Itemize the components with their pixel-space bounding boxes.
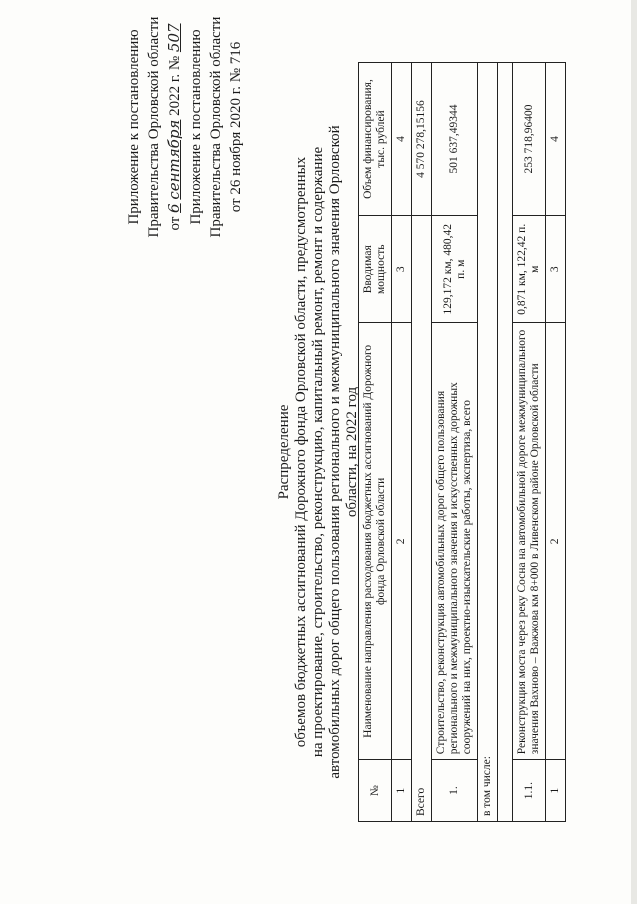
row11-power: 0,871 км, 122,42 п. м bbox=[513, 216, 546, 323]
scan-edge bbox=[631, 0, 637, 904]
appendix-old-line1: Приложение к постановлению bbox=[188, 29, 204, 225]
total-value: 4 570 278,15156 bbox=[412, 63, 432, 216]
index-cell: 2 bbox=[392, 323, 412, 760]
heading-line3: автомобильных дорог общего пользования регионального и межмуниципального значения Орловской bbox=[327, 125, 343, 779]
rotated-page bbox=[18, 12, 618, 882]
row1-fund: 501 637,49344 bbox=[432, 63, 478, 216]
section-gap bbox=[498, 63, 513, 822]
index-row bbox=[546, 63, 566, 822]
handwritten-day: 6 bbox=[165, 203, 183, 213]
row11-name: Реконструкция моста через реку Сосна на автомобильной дороге межмуниципального значения Вахново – Важжова км 8+000 в Ливенском районе Орловской области bbox=[513, 323, 546, 760]
index-cell: 1 bbox=[546, 760, 566, 822]
document-heading bbox=[276, 82, 361, 822]
index-cell: 3 bbox=[392, 216, 412, 323]
date-year: 2022 г. № bbox=[167, 55, 183, 116]
index-row bbox=[392, 63, 412, 822]
header-name: Наименование направления расходования бюджетных ассигнований Дорожного фонда Орловской области bbox=[359, 323, 392, 760]
appendix-new-line2: Правительства Орловской области bbox=[146, 16, 162, 238]
handwritten-number: 507 bbox=[165, 23, 183, 53]
index-cell: 4 bbox=[546, 63, 566, 216]
row11-num: 1.1. bbox=[513, 760, 546, 822]
index-cell: 4 bbox=[392, 63, 412, 216]
handwritten-month: сентября bbox=[165, 119, 183, 200]
header-row bbox=[359, 63, 392, 822]
row1-power: 129,172 км, 480,42 п. м bbox=[432, 216, 478, 323]
appendix-old-line2: Правительства Орловской области bbox=[208, 16, 224, 238]
heading-line2: на проектирование, строительство, реконструкцию, капитальный ремонт, ремонт и содержание bbox=[310, 146, 326, 758]
date-prefix: от bbox=[167, 216, 183, 231]
appendix-old-block bbox=[186, 12, 246, 242]
index-cell: 1 bbox=[392, 760, 412, 822]
heading-line4: области, на 2022 год bbox=[344, 386, 360, 518]
table-row bbox=[513, 63, 546, 822]
total-row bbox=[412, 63, 432, 822]
appendix-new-line1: Приложение к постановлению bbox=[126, 29, 142, 225]
row1-name: Строительство, реконструкция автомобильных дорог общего пользования регионального и межмуниципального значения и искусственных дорожных сооружений на них, проектно-изыскательские работы, экспертиза, всего bbox=[432, 323, 478, 760]
including-row bbox=[478, 63, 498, 822]
including-label: в том числе: bbox=[478, 63, 498, 822]
appendix-old-line3: от 26 ноября 2020 г. № 716 bbox=[228, 41, 244, 213]
heading-title: Распределение bbox=[276, 404, 292, 500]
section-gap-row bbox=[498, 63, 513, 822]
index-cell: 2 bbox=[546, 323, 566, 760]
heading-line1: объемов бюджетных ассигнований Дорожного фонда Орловской области, предусмотренных bbox=[293, 156, 309, 748]
index-cell: 3 bbox=[546, 216, 566, 323]
table-row bbox=[432, 63, 478, 822]
row11-fund: 253 718,96400 bbox=[513, 63, 546, 216]
total-label: Всего bbox=[412, 216, 432, 822]
header-fund: Объем финансирования, тыс. рублей bbox=[359, 63, 392, 216]
header-power: Вводимая мощность bbox=[359, 216, 392, 323]
appendix-new-date bbox=[164, 12, 185, 242]
allocation-table bbox=[358, 62, 566, 822]
header-num: № bbox=[359, 760, 392, 822]
row1-num: 1. bbox=[432, 760, 478, 822]
appendix-new-block bbox=[124, 12, 185, 242]
